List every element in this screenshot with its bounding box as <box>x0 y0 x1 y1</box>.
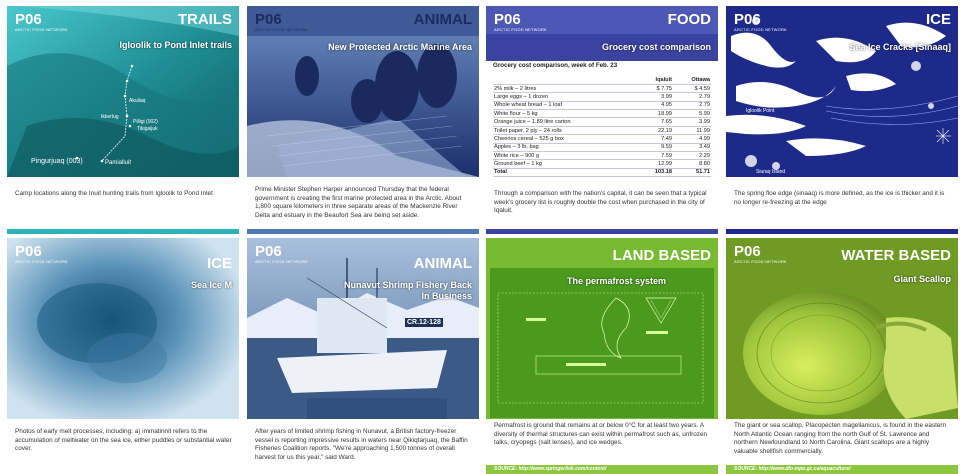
card-ice-cracks[interactable] <box>726 6 958 218</box>
iqaluit-price: 7.59 <box>635 152 673 160</box>
divider-strip <box>247 229 479 234</box>
permafrost-diagram <box>486 238 718 419</box>
divider-strip <box>486 229 718 234</box>
card-network: ARCTIC FOOD NETWORK <box>15 27 68 32</box>
card-caption: After years of limited shrimp fishing in Nunavut, a British factory-freezer vessel is reporting impressive results in waters near Qikiqtarjuaq, the Baffin Fisheries Coalition reports. "We're approaching 1,500 tonnes of overall harvest for us this year," said Ward. <box>255 428 468 461</box>
card-subtitle: Giant Scallop <box>893 274 951 284</box>
card-code: P06 <box>734 11 761 28</box>
table-row <box>493 93 711 101</box>
card-code: P06 <box>15 11 42 28</box>
map-label-ikkerlug: Ikkerlug <box>101 114 119 120</box>
card-subtitle-line2: In Business <box>421 291 472 301</box>
iqaluit-price: 3.99 <box>635 93 673 101</box>
column-iqaluit: Iqaluit <box>635 76 673 84</box>
card-subtitle: Igloolik to Pond Inlet trails <box>119 40 232 50</box>
card-category: LAND BASED <box>612 247 711 264</box>
table-row <box>493 135 711 143</box>
map-label-igloolik-point: Igloolik Point <box>746 108 775 114</box>
item-name: Ground beef – 1 kg <box>493 160 635 168</box>
card-category: ANIMAL <box>413 255 472 272</box>
map-label-tikigaijuk: Tikigaijuk <box>137 126 158 132</box>
card-ice-melt[interactable] <box>7 238 239 474</box>
card-subtitle: Grocery cost comparison <box>601 42 711 52</box>
card-category: ANIMAL <box>413 11 472 28</box>
card-trails[interactable] <box>7 6 239 218</box>
iqaluit-price: 9.59 <box>635 143 673 151</box>
card-network: ARCTIC FOOD NETWORK <box>255 259 308 264</box>
card-water-based[interactable] <box>726 238 958 474</box>
grocery-table <box>493 76 711 177</box>
item-name: Cheerios cereal – 525 g box <box>493 135 635 143</box>
table-row <box>493 126 711 134</box>
card-subtitle: Sea Ice Cracks [Sinaaq] <box>849 42 951 52</box>
card-caption: Through a comparison with the nation's capital, it can be seen that a typical week's grocery list is roughly double the cost when purchased in the city of Iqaluit. <box>494 190 707 215</box>
table-row <box>493 118 711 126</box>
iqaluit-price: $ 7.75 <box>635 84 673 92</box>
divider-strip <box>7 229 239 234</box>
table-row <box>493 110 711 118</box>
ottawa-price: 2.79 <box>673 101 711 109</box>
ottawa-price: 2.79 <box>673 93 711 101</box>
card-subtitle: New Protected Arctic Marine Area <box>328 42 472 52</box>
table-row <box>493 160 711 168</box>
card-category: FOOD <box>667 11 711 28</box>
total-iqaluit: 103.18 <box>635 168 673 176</box>
iqaluit-price: 22.19 <box>635 126 673 134</box>
item-name: White flour – 5 kg <box>493 110 635 118</box>
ottawa-price: $ 4.59 <box>673 84 711 92</box>
iqaluit-price: 18.99 <box>635 110 673 118</box>
card-category: ICE <box>206 255 232 272</box>
source-link[interactable]: SOURCE: http://www.springerlink.com/content/ <box>486 465 718 474</box>
table-row <box>493 101 711 109</box>
card-caption: Camp locations along the Inuit hunting trails from Igloolik to Pond Inlet <box>15 190 213 197</box>
card-category: TRAILS <box>177 11 232 28</box>
table-total-row <box>493 168 711 176</box>
item-name: Toilet paper, 2 ply – 24 rolls <box>493 126 635 134</box>
ottawa-price: 11.99 <box>673 126 711 134</box>
card-code: P06 <box>734 243 761 260</box>
total-ottawa: 51.71 <box>673 168 711 176</box>
card-caption: The giant or sea scallop, Placopecten magellanicus, is found in the eastern North Atlantic Ocean ranging from the north Gulf of St. Lawrence and northern Newfoundland to North Carolina. Giant scallops are a highly valuable shellfish commercially. <box>734 422 947 455</box>
table-row <box>493 84 711 92</box>
giant-scallop-photo <box>726 238 958 419</box>
map-label-pingurjuaq: Pingurjuaq (003) <box>31 158 83 165</box>
card-food[interactable] <box>486 6 718 218</box>
table-row <box>493 152 711 160</box>
card-category: WATER BASED <box>841 247 951 264</box>
item-name: 2% milk – 2 litres <box>493 84 635 92</box>
card-code: P06 <box>255 243 282 260</box>
ottawa-price: 3.99 <box>673 118 711 126</box>
ottawa-price: 8.80 <box>673 160 711 168</box>
ottawa-price: 3.49 <box>673 143 711 151</box>
card-subtitle: The permafrost system <box>566 276 666 286</box>
card-caption: Prime Minister Stephen Harper announced Thursday that the federal government is creating the first marine protected area in the Arctic. About 1,800 square kilometers in three separate areas of the Mackenzie River Delta and estuary in the Beaufort Sea are being set aside. <box>255 186 462 218</box>
iqaluit-price: 7.65 <box>635 118 673 126</box>
map-label-siuraq-island: Siuraq Island <box>756 169 786 175</box>
iqaluit-price: 7.49 <box>635 135 673 143</box>
card-subtitle: Sea Ice M <box>190 280 232 290</box>
ottawa-price: 4.99 <box>673 135 711 143</box>
card-caption: Permafrost is ground that remains at or below 0°C for at least two years. A diversity of thermal structures can exist within permafrost such as, unfrozen talks, cryopegs (salt lenses), and ice wedges. <box>494 422 708 447</box>
item-name: Large eggs – 1 dozen <box>493 93 635 101</box>
sea-ice-melt-photo <box>7 238 239 419</box>
card-network: ARCTIC FOOD NETWORK <box>15 259 68 264</box>
card-category: ICE <box>925 11 951 28</box>
card-subtitle: Nunavut Shrimp Fishery Back <box>343 280 472 290</box>
card-network: ARCTIC FOOD NETWORK <box>255 27 308 32</box>
divider-strip <box>726 229 958 234</box>
card-code: P06 <box>494 11 521 28</box>
card-land-based[interactable] <box>486 238 718 474</box>
card-network: ARCTIC FOOD NETWORK <box>494 27 547 32</box>
map-label-pilligi: Pilligi (002) <box>133 119 158 125</box>
hull-registration: CR.12-128 <box>407 319 441 326</box>
card-caption: The spring floe edge (sinaaq) is more defined, as the ice is thicker and it is no longer re-freezing at the edge <box>734 190 945 206</box>
card-code: P06 <box>255 11 282 28</box>
card-animal-marine[interactable] <box>247 6 479 218</box>
map-label-akuliaq: Akuliaq <box>129 98 146 104</box>
item-name: Apples – 3 lb. bag <box>493 143 635 151</box>
item-name: Orange juice – 1.89 litre carton <box>493 118 635 126</box>
ottawa-price: 2.29 <box>673 152 711 160</box>
card-caption: Photos of early melt processes, including: a) immatinnit refers to the accumulation of meltwater on the sea ice, either puddles or substantial water cover. <box>15 428 232 453</box>
column-ottawa: Ottawa <box>673 76 711 84</box>
card-code: P06 <box>15 243 42 260</box>
total-label: Total <box>493 168 635 176</box>
item-name: White rice – 900 g <box>493 152 635 160</box>
map-label-pamialluit: Pamialluit <box>105 160 132 166</box>
table-title: Grocery cost comparison, week of Feb. 23 <box>493 62 618 69</box>
card-animal-shrimp[interactable] <box>247 238 479 474</box>
item-name: Whole wheat bread – 1 loaf <box>493 101 635 109</box>
iqaluit-price: 12.99 <box>635 160 673 168</box>
table-row <box>493 143 711 151</box>
ottawa-price: 5.99 <box>673 110 711 118</box>
iqaluit-price: 4.95 <box>635 101 673 109</box>
card-network: ARCTIC FOOD NETWORK <box>734 259 787 264</box>
source-link[interactable]: SOURCE: http://www.dfo-mpo.gc.ca/aquaculture/ <box>726 465 958 474</box>
card-network: ARCTIC FOOD NETWORK <box>734 27 787 32</box>
